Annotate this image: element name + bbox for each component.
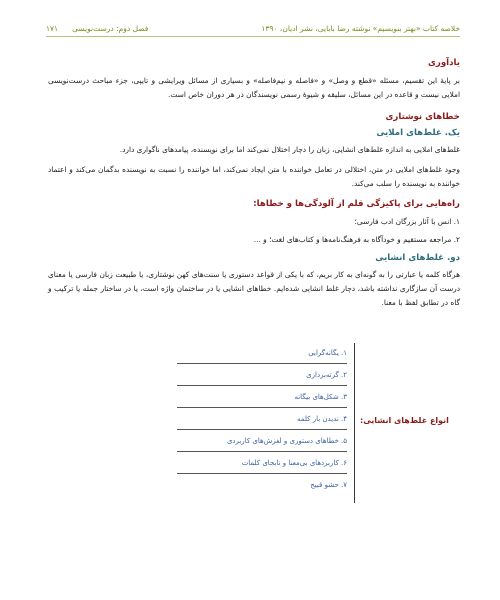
list-item: ۷. حشو قبیح [310,481,347,489]
list-item: ۱. یگانه‌گرایی [177,343,347,364]
header-book-title: خلاصه کتاب «بهتر بنویسیم» نوشته رضا بابایی، نشر ادیان، ۱۳۹۰ [261,24,460,33]
running-header [46,24,460,37]
error-types-label: انواع غلط‌های انشایی: [360,416,449,425]
reminder-heading: یادآوری [428,58,460,68]
composition-paragraph: هرگاه کلمه یا عبارتی را به گونه‌ای به کار بریم، که با یکی از قواعد دستوری یا سنت‌های کهن نوشتاری، یا طبیعت زبان فارسی یا معنای درست آن سازگاری نداشته باشد، دچار غلط انشایی شده‌ایم. خطاهای انشایی یا در ساختمان واژه است، یا در ساختار جمله یا ترکیب و گاه در تطابق لفظ با معنا. [48,270,460,307]
list-item: ۲. گرته‌برداری [177,365,347,386]
error-types-list [175,343,355,503]
main-content [48,58,460,316]
composition-heading: دو. غلط‌های انشایی [375,253,460,263]
errors-heading: خطاهای نوشتاری [385,112,460,122]
list-item: ۴. ندیدن بار کلمه [177,409,347,430]
spelling-paragraph-1: غلط‌های املایی به اندازه غلط‌های انشایی، زبان را دچار اختلال نمی‌کند اما برای نویسنده، پیامدهای ناگواری دارد. [119,145,460,154]
header-page-number: ۱۷۱ [46,24,59,33]
header-left-group [46,24,148,33]
list-bracket [348,343,355,503]
spelling-paragraph-2: وجود غلط‌های املایی در متن، اختلالی در تعامل خواننده با متن ایجاد نمی‌کند، اما خواننده را نسبت به نویسنده بدگمان می‌کند و اعتماد خواننده به نویسنده را سلب می‌کند. [48,165,460,188]
list-item: ۳. شکل‌های بیگانه [177,387,347,408]
ways-item-1: ۱. انس با آثار بزرگان ادب فارسی؛ [354,217,460,226]
list-item: ۶. کاربردهای بی‌معنا و نابجای کلمات [177,453,347,474]
header-chapter: فصل دوم: درست‌نویسی [72,24,149,33]
ways-heading: راه‌هایی برای پاکیزگی قلم از آلودگی‌ها و خطاها: [253,199,460,209]
reminder-paragraph: بر پایهٔ این تقسیم، مسئله «قطع و وصل» و «فاصله و نیم‌فاصله» و بسیاری از مسائل ویرایشی و تایپی، جزء مباحث درست‌نویسی املایی نیست و قاعده در این مسائل، سلیقه و شیوهٔ رسمی نویسندگان در هر دوران خاص است. [48,76,460,99]
list-item: ۵. خطاهای دستوری و لغزش‌های کاربردی [177,431,347,452]
spelling-heading: یک. غلط‌های املایی [376,128,460,138]
ways-item-2: ۲. مراجعه مستقیم و خودآگاه به فرهنگ‌نامه‌ها و کتاب‌های لغت؛ و ... [253,235,460,244]
